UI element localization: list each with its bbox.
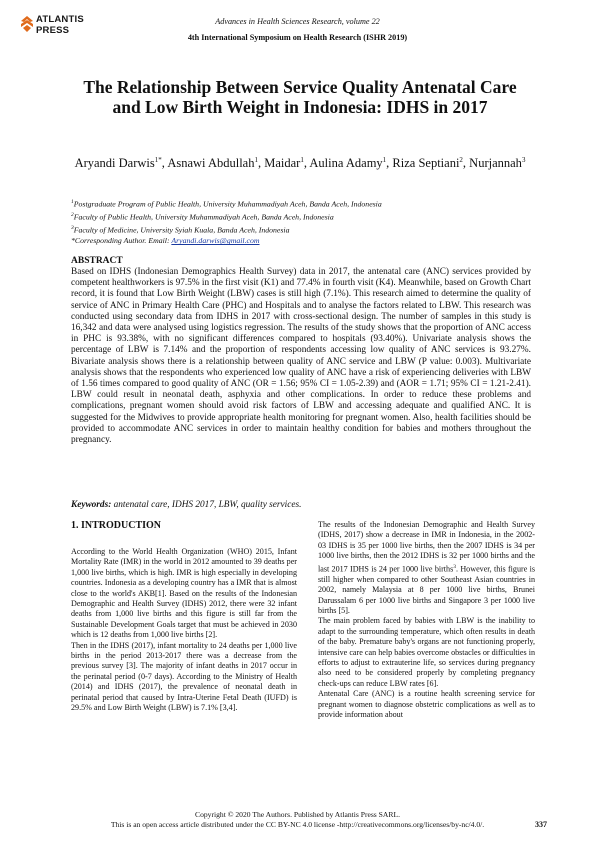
paragraph: Then in the IDHS (2017), infant mortality to 24 deaths per 1,000 live births in the period 2013-2017 there was a decrease from the previous survey [3]. The majority of infant deaths in 2017 occur in the perinatal period (0-7 days). According to the Ministry of Health (2014) and IDHS (2017), the prevalence of neonatal death in perinatal period that caused by Intra-Uterine Fetal Death (IUFD) is 29.5% and Low Birth Weight (LBW) is 7.1% [3,4]. [71, 640, 297, 713]
author-list [60, 152, 540, 172]
page-number: 337 [535, 820, 547, 829]
paper-title: The Relationship Between Service Quality Antenatal Care and Low Birth Weight in Indonesia: IDHS in 2017 [83, 77, 517, 117]
copyright-footer: Copyright © 2020 The Authors. Published by Atlantis Press SARL. This is an open access article distributed under the CC BY-NC 4.0 license -http://creativecommons.org/licenses/by-nc/4.0/. [110, 810, 485, 829]
affiliations [71, 197, 541, 247]
email-link[interactable]: Aryandi.darwis@gmail.com [171, 236, 260, 246]
abstract-body: Based on IDHS (Indonesian Demographics Health Survey) data in 2017, the antenatal care (ANC) services provided by competent healthworkers is 97.5% in the first visit (K1) and 77.4% in fourth visit (K4). Meanwhile, based on Growth Chart record, it is found that Low Birth Weight (LBW) cases is still high (7.1%). This research aimed to determine the quality of service of ANC in Primary Health Care (PHC) and Hospitals and to analyse the factors related to LBW. This research was conducted using secondary data from IDHS in 2017 with cross-sectional design. The number of samples in this study is 16,342 and data were analysed using logistics regression. The results of the study shows that the proportion of ANC access in PHC is 93.38%, with no significant differences compared to hospitals (93.40%). Univariate analysis shows the percentage of LBW is 7.14% and the proportion of respondents accessing low quality of ANC services is 93.27%. Bivariate analysis shows there is a relationship between quality of ANC service and LBW (P value: 0.003). Multivariate analysis shows that the respondents who experienced low quality of ANC have a risk of experiencing deliveries with LBW of 1.56 times compared to good quality of ANC (OR = 1.56; 95% CI = 1.05-2.39) and (AOR = 1.71; 95% CI = 1.21-2.41). LBW could result in neonatal death, asphyxia and other complications. In order to reduce these problems and complications, pregnant women should avoid risk factors of LBW and accessing adequate and qualified ANC. It is suggested for the Midwives to provide appropriate health monitoring for pregnant women. Also, health facilities should be provided to accommodate ANC services in order to maintain healthy condition for babies and mothers throughout the pregnancy. [71, 267, 531, 446]
affiliation: $^3$Faculty of Medicine, University Syiah Kuala, Banda Aceh, Indonesia [71, 224, 290, 235]
author: Nurjannah$^3$ [469, 156, 526, 171]
author: Maidar$^1$, [264, 156, 310, 171]
paragraph: According to the World Health Organization (WHO) 2015, Infant Mortality Rate (IMR) in the world in 2012 amounted to 39 deaths per 1,000 live births, which is high. IMR is high especially in developing countries. Indonesia as a developing country has a IMR that is almost close to the world's AKB[1]. Based on the results of the Indonesian Demographic and Health Survey (IDHS) 2012, there were 32 infant deaths from 1,000 live births and this figure is still far from the Sustainable Development Goals target that must be achieved in 2030 which is 12 deaths from 1,000 live births [2]. [71, 547, 297, 640]
affiliation: $^2$Faculty of Public Health, University Muhammadiyah Aceh, Banda Aceh, Indonesia [71, 211, 334, 222]
section-heading: 1. INTRODUCTION [71, 520, 162, 531]
author: Aryandi Darwis$^{1*}$, [74, 156, 168, 171]
conference-header: 4th International Symposium on Health Research (ISHR 2019) [187, 33, 408, 42]
author: Asnawi Abdullah$^1$, [167, 156, 265, 171]
journal-header: Advances in Health Sciences Research, volume 22 [215, 17, 380, 26]
logo-wordmark: ATLANTIS PRESS [36, 14, 84, 36]
left-column [71, 547, 297, 714]
affiliation: $^1$Postgraduate Program of Public Health, University Muhammadiyah Aceh, Banda Aceh, Indonesia [71, 199, 382, 209]
keywords: Keywords: antenatal care, IDHS 2017, LBW, quality services. [71, 500, 302, 510]
right-column [318, 520, 535, 720]
author: Aulina Adamy$^1$, [309, 156, 393, 171]
abstract-heading: ABSTRACT [71, 256, 123, 266]
paragraph: Antenatal Care (ANC) is a routine health screening service for pregnant women to diagnose obstetric complications as well as to provide information about [318, 689, 535, 719]
paragraph: The main problem faced by babies with LBW is the inability to adapt to the surrounding temperature, which often results in death of the baby. Premature baby's organs are not functioning properly, intensive care can help babies overcome obstacles or difficulties in efforts to adjust to extrauterine life, so services during pregnancy also need to be considered properly by completing pregnancy check-ups can reduce LBW rates [6]. [318, 616, 535, 688]
corresponding-author: *Corresponding Author. Email: Aryandi.darwis@gmail.com [71, 236, 260, 246]
author: Riza Septiani$^2$, [392, 156, 470, 171]
paragraph: The results of the Indonesian Demographic and Health Survey (IDHS, 2017) show a decrease in IMR in Indonesia, in the 2002-03 IDHS is 35 per 1000 live births, then the 2007 IDHS is 34 per 1000 live births, then the 2012 IDHS is 32 per 1000 births and the last 2017 IDHS is 24 per 1000 live births$^3$. However, this figure is still higher when compared to other Southeast Asian countries in 2002, namely Malaysia at 8 per 1000 live births, Brunei Darussalam 6 per 1000 live births and Singapore 3 per 1000 live births [5]. [318, 520, 535, 615]
